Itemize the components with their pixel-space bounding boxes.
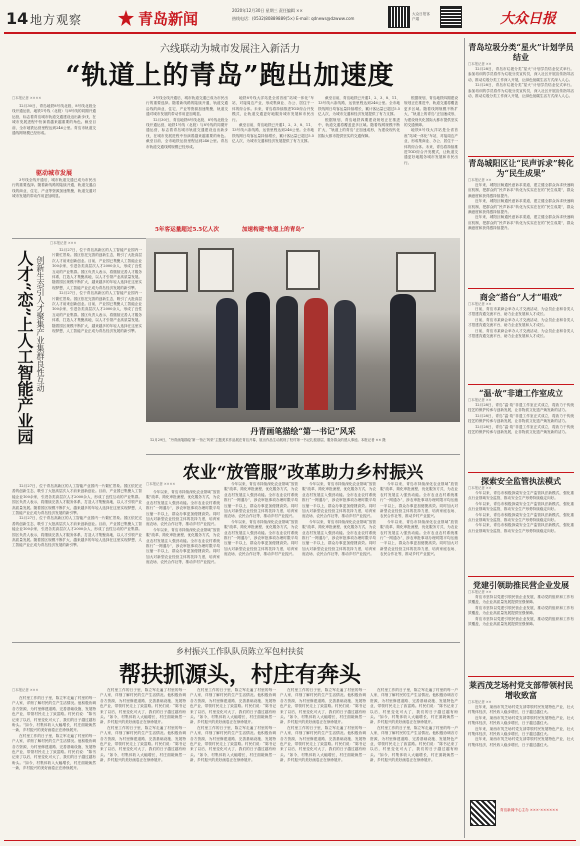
talent-body-lower: 12月27日，位于青岛高新区的人工智能产业园内一片繁忙景象。园区依托完善的创新生态，吸引了大批高层次人才前来创新创业。目前，产业园已集聚人工智能企业100余家，引进各类高层次人才2000余人，形成了良性互动的产业集群。园区负责人表示，将继续完善人才服务体系，打造人才集聚高地，以人才引领产业高质量发展。随着园区规模不断扩大，越来越多的年轻人选择在这里实现梦想，人工智能产业正成为青岛经济发展的新引擎。 12月27日，位于青岛高新区的人工智能产业园内一片繁忙景象。园区依托完善的创新生态，吸引了大批高层次人才前来创新创业。目前，产业园已集聚人工智能企业100余家，引进各类高层次人才2000余人，形成了良性互动的产业集群。园区负责人表示，将继续完善人才服务体系，打造人才集聚高地，以人才引领产业高质量发展。随着园区规模不断扩大，越来越多的年轻人选择在这里实现梦想，人工智能产业正成为青岛经济发展的新引擎。 <box>12 484 142 548</box>
poverty-col-1: 在村里工作的日子里，陈立军走遍了村里的每一户人家，详细了解村民的生产生活情况。他积极协调各方资源，为村里修建道路、完善基础设施、发展特色产业，带领村民走上了致富路。村民们说：“陈书记来了以后，村里变化可大了，我们的日子越过越有盼头。”如今，村集体收入大幅增长，村庄面貌焕然一新，乡村振兴的美好画卷正在徐徐展开。 在村里工作的日子里，陈立军走遍了村里的每一户人家，详细了解村民的生产生活情况。他积极协调各方资源，为村里修建道路、完善基础设施、发展特色产业，带领村民走上了致富路。村民们说：“陈书记来了以后，村里变化可大了，我们的日子越过越有盼头。”如今，村集体收入大幅增长，村庄面貌焕然一新，乡村振兴的美好画卷正在徐徐展开。 <box>12 696 96 771</box>
photo-person <box>276 296 298 408</box>
sidebar-item-2 <box>468 292 574 380</box>
red-star-icon <box>118 10 134 26</box>
reform-byline: □本报记者 ×××× <box>146 482 176 486</box>
sidebar-rule <box>468 576 574 577</box>
reform-col-3: 今年以来，青岛市持续深化农业领域“放管服”改革，简化审批流程，优化服务方式，为农业农村发展注入强劲动能。全市农业农村系统推行“一网通办”，涉农审批事项办理时限平均压缩一半以上，群众办事更加便捷高效。同时加大对新型农业经营主体的扶持力度，培育家庭农场、农民合作社等，推动乡村产业振兴。 今年以来，青岛市持续深化农业领域“放管服”改革，简化审批流程，优化服务方式，为农业农村发展注入强劲动能。全市农业农村系统推行“一网通办”，涉农审批事项办理时限平均压缩一半以上，群众办事更加便捷高效。同时加大对新型农业经营主体的扶持力度，培育家庭农场、农民合作社等，推动乡村产业振兴。 <box>302 482 376 557</box>
photo-frame <box>286 250 320 290</box>
lead-kicker: 六线联动为城市发展注入新活力 <box>160 44 300 55</box>
sidebar-title: 商会“搭台”人才“唱戏” <box>479 292 563 302</box>
lead-col-2: 3号线全线开通后，城市轨道交通已成为市民出行的重要选择。随着新线路的陆续开通，轨道交通沿线的商业、住宅、产业等资源加速集聚，轨道交通对城市发展的带动作用更加明显。 12月30日，青岛地铁8号线北段、8号线北段全线开通运营，地铁1号线（北段）与8号线的同期开通运营，标志着青岛城市轨道交通建设迈出新步伐，在城市发展进程中扮演着越来越重要的角色。截至目前，全市地铁运营里程达到246公里。青岛市轨道交通线网规模已经形成。 <box>146 96 228 149</box>
poverty-col-5: 在村里工作的日子里，陈立军走遍了村里的每一户人家，详细了解村民的生产生活情况。他积极协调各方资源，为村里修建道路、完善基础设施、发展特色产业，带领村民走上了致富路。村民们说：“陈书记来了以后，村里变化可大了，我们的日子越过越有盼头。”如今，村集体收入大幅增长，村庄面貌焕然一新，乡村振兴的美好画卷正在徐徐展开。 在村里工作的日子里，陈立军走遍了村里的每一户人家，详细了解村民的生产生活情况。他积极协调各方资源，为村里修建道路、完善基础设施、发展特色产业，带领村民走上了致富路。村民们说：“陈书记来了以后，村里变化可大了，我们的日子越过越有盼头。”如今，村集体收入大幅增长，村庄面貌焕然一新，乡村振兴的美好画卷正在徐徐展开。 <box>370 688 458 763</box>
reform-col-1: 今年以来，青岛市持续深化农业领域“放管服”改革，简化审批流程，优化服务方式，为农业农村发展注入强劲动能。全市农业农村系统推行“一网通办”，涉农审批事项办理时限平均压缩一半以上，群众办事更加便捷高效。同时加大对新型农业经营主体的扶持力度，培育家庭农场、农民合作社等，推动乡村产业振兴。 今年以来，青岛市持续深化农业领域“放管服”改革，简化审批流程，优化服务方式，为农业农村发展注入强劲动能。全市农业农村系统推行“一网通办”，涉农审批事项办理时限平均压缩一半以上，群众办事更加便捷高效。同时加大对新型农业经营主体的扶持力度，培育家庭农场、农民合作社等，推动乡村产业振兴。 <box>146 490 220 565</box>
sidebar-item-4 <box>468 476 574 572</box>
reform-col-4: 今年以来，青岛市持续深化农业领域“放管服”改革，简化审批流程，优化服务方式，为农业农村发展注入强劲动能。全市农业农村系统推行“一网通办”，涉农审批事项办理时限平均压缩一半以上，群众办事更加便捷高效。同时加大对新型农业经营主体的扶持力度，培育家庭农场、农民合作社等，推动乡村产业振兴。 今年以来，青岛市持续深化农业领域“放管服”改革，简化审批流程，优化服务方式，为农业农村发展注入强劲动能。全市农业农村系统推行“一网通办”，涉农审批事项办理时限平均压缩一半以上，群众办事更加便捷高效。同时加大对新型农业经营主体的扶持力度，培育家庭农场、农民合作社等，推动乡村产业振兴。 <box>380 482 458 557</box>
talent-body: 12月27日，位于青岛高新区的人工智能产业园内一片繁忙景象。园区依托完善的创新生态，吸引了大批高层次人才前来创新创业。目前，产业园已集聚人工智能企业100余家，引进各类高层次人才2000余人，形成了良性互动的产业集群。园区负责人表示，将继续完善人才服务体系，打造人才集聚高地，以人才引领产业高质量发展。随着园区规模不断扩大，越来越多的年轻人选择在这里实现梦想，人工智能产业正成为青岛经济发展的新引擎。 12月27日，位于青岛高新区的人工智能产业园内一片繁忙景象。园区依托完善的创新生态，吸引了大批高层次人才前来创新创业。目前，产业园已集聚人工智能企业100余家，引进各类高层次人才2000余人，形成了良性互动的产业集群。园区负责人表示，将继续完善人才服务体系，打造人才集聚高地，以人才引领产业高质量发展。随着园区规模不断扩大，越来越多的年轻人选择在这里实现梦想，人工智能产业正成为青岛经济发展的新引擎。 <box>52 248 142 334</box>
reform-top-rule <box>146 454 460 455</box>
photo-frame <box>396 252 436 292</box>
sidebar-title: 青岛城阳区让“民声诉求”转化为“民生成果” <box>468 158 574 178</box>
talent-headline: 人才“恋”上人工智能产业园 <box>15 250 34 445</box>
photo-caption-title: 丹青画笔描绘“第一书记”风采 <box>250 426 356 436</box>
lead-col-1b: 3号线全线开通后，城市轨道交通已成为市民出行的重要选择。随着新线路的陆续开通，轨道交通沿线的商业、住宅、产业等资源加速集聚，轨道交通对城市发展的带动作用更加明显。 <box>12 178 96 199</box>
lead-col-5: 根据规划，青岛地铁四期建设规划正在推进中，轨道交通将覆盖更多区域。随着线网规模不断扩大，“轨道上的青岛”正加速成形，为建设现代化国际大都市提供坚实的交通保障。 地铁8号线大洋站是全省首座“站城一体化”车站，对接周边产业，形成集商业、办公、居住于一体的综合体。未来，青岛将持续推进TOD综合开发模式，让轨道交通更好地服务城市发展和市民出行。 <box>404 96 458 165</box>
sidebar-rule <box>468 472 574 473</box>
page-number: 14 <box>6 9 29 28</box>
sidebar-divider <box>464 38 465 838</box>
lead-col-4: 截至目前，青岛地铁已开通1、2、3、8、11、13号线六条线路，运营里程达到246公里。全市地铁线网日均客运量持续增长，累计客运量已超过5.5亿人次，为城市交通和经济发展提供了有力支撑。 根据规划，青岛地铁四期建设规划正在推进中，轨道交通将覆盖更多区域。随着线网规模不断扩大，“轨道上的青岛”正加速成形，为建设现代化国际大都市提供坚实的交通保障。 <box>318 96 400 138</box>
reform-headline: 农业“放管服”改革助力乡村振兴 <box>182 463 424 483</box>
lead-headline: “轨道上的青岛”跑出加速度 <box>65 61 395 91</box>
sidebar-rule <box>468 156 574 157</box>
sidebar-body: 12月28日，青岛“温·故”非遗工作室正式成立，将致力于传统技艺的保护传承与创新发展，让非物质文化遗产焕发新的活力。 12月28日，青岛“温·故”非遗工作室正式成立，将致力于传统技艺的保护传承与创新发展，让非物质文化遗产焕发新的活力。 12月28日，青岛“温·故”非遗工作室正式成立，将致力于传统技艺的保护传承与创新发展，让非物质文化遗产焕发新的活力。 <box>468 403 574 435</box>
photo-person <box>304 298 328 410</box>
sidebar-title: “温·故”非遗工作室成立 <box>479 388 563 398</box>
sidebar-byline: □本报记者 ×× <box>468 486 492 490</box>
photo-person <box>334 300 356 410</box>
talent-subhead: 创新生态引人才聚集产业集群良性互动 <box>36 256 45 392</box>
photo-frame <box>154 252 188 292</box>
event-photo <box>146 238 460 422</box>
sidebar-rule <box>468 288 574 289</box>
sidebar-body: 近年来，城阳区畅通民意诉求渠道，建立健全群众诉求快速响应机制，把群众的“民声诉求”转化为实实在在的“民生成果”，群众满意度和获得感持续提升。 近年来，城阳区畅通民意诉求渠道，建立健全群众诉求快速响应机制，把群众的“民声诉求”转化为实实在在的“民生成果”，群众满意度和获得感持续提升。 近年来，城阳区畅通民意诉求渠道，建立健全群众诉求快速响应机制，把群众的“民声诉求”转化为实实在在的“民生成果”，群众满意度和获得感持续提升。 <box>468 183 574 231</box>
photo-person <box>246 292 270 410</box>
poverty-byline: □本报记者 ××× <box>12 688 39 692</box>
masthead-logo: 大众日报 <box>500 11 556 27</box>
hotline: 热线电话：(0532)80889889(5×) E-mail: qdnews@dzwww.com <box>232 16 355 21</box>
poverty-col-4: 在村里工作的日子里，陈立军走遍了村里的每一户人家，详细了解村民的生产生活情况。他积极协调各方资源，为村里修建道路、完善基础设施、发展特色产业，带领村民走上了致富路。村民们说：“陈书记来了以后，村里变化可大了，我们的日子越过越有盼头。”如今，村集体收入大幅增长，村庄面貌焕然一新，乡村振兴的美好画卷正在徐徐展开。 在村里工作的日子里，陈立军走遍了村里的每一户人家，详细了解村民的生产生活情况。他积极协调各方资源，为村里修建道路、完善基础设施、发展特色产业，带领村民走上了致富路。村民们说：“陈书记来了以后，村里变化可大了，我们的日子越过越有盼头。”如今，村集体收入大幅增长，村庄面貌焕然一新，乡村振兴的美好画卷正在徐徐展开。 <box>280 688 366 763</box>
sidebar-byline: □本报记者 ×× <box>468 178 492 182</box>
page-header <box>0 0 580 40</box>
sidebar-item-1 <box>468 158 574 284</box>
photo-caption: 12月29日，“丹青画笔描绘‘第一书记’风采”主题美术作品展在青岛开幕，展出作品生动展现了驻村第一书记扎根基层、服务群众的感人事迹。本报记者 ×× 摄 <box>150 438 386 442</box>
sidebar-rule <box>468 676 574 677</box>
sidebar-item-0 <box>468 42 574 128</box>
sidebar-title: 莱西茂芝场村党支部带领村民增收致富 <box>469 680 573 700</box>
section-name: 地方观察 <box>30 13 83 27</box>
reform-col-2: 今年以来，青岛市持续深化农业领域“放管服”改革，简化审批流程，优化服务方式，为农业农村发展注入强劲动能。全市农业农村系统推行“一网通办”，涉农审批事项办理时限平均压缩一半以上，群众办事更加便捷高效。同时加大对新型农业经营主体的扶持力度，培育家庭农场、农民合作社等，推动乡村产业振兴。 今年以来，青岛市持续深化农业领域“放管服”改革，简化审批流程，优化服务方式，为农业农村发展注入强劲动能。全市农业农村系统推行“一网通办”，涉农审批事项办理时限平均压缩一半以上，群众办事更加便捷高效。同时加大对新型农业经营主体的扶持力度，培育家庭农场、农民合作社等，推动乡村产业振兴。 <box>224 482 298 557</box>
sidebar-item-6 <box>468 680 574 792</box>
sidebar-title: 党建引领助推民营企业发展 <box>473 580 569 590</box>
poverty-kicker: 乡村振兴工作队队员陈立军包村扶贫 <box>176 647 304 656</box>
header-rule <box>4 32 576 34</box>
sidebar-item-5 <box>468 580 574 672</box>
photo-person <box>216 298 238 408</box>
sidebar-rule <box>468 384 574 385</box>
qr-code-icon <box>388 6 410 28</box>
poverty-headline: 帮扶抓源头，村庄有奔头 <box>118 662 361 688</box>
sidebar-body: 近年来，莱西市茂芝场村党支部带领村民发展特色产业，壮大村集体经济，村民收入稳步增长，日子越过越红火。 近年来，莱西市茂芝场村党支部带领村民发展特色产业，壮大村集体经济，村民收入稳步增长，日子越过越红火。 近年来，莱西市茂芝场村党支部带领村民发展特色产业，壮大村集体经济，村民收入稳步增长，日子越过越红火。 近年来，莱西市茂芝场村党支部带领村民发展特色产业，壮大村集体经济，村民收入稳步增长，日子越过越红火。 <box>468 705 574 747</box>
sidebar-title: 青岛垃圾分类“星火”计划学员结业 <box>468 42 574 62</box>
poverty-col-2: 在村里工作的日子里，陈立军走遍了村里的每一户人家，详细了解村民的生产生活情况。他积极协调各方资源，为村里修建道路、完善基础设施、发展特色产业，带领村民走上了致富路。村民们说：“陈书记来了以后，村里变化可大了，我们的日子越过越有盼头。”如今，村集体收入大幅增长，村庄面貌焕然一新，乡村振兴的美好画卷正在徐徐展开。 在村里工作的日子里，陈立军走遍了村里的每一户人家，详细了解村民的生产生活情况。他积极协调各方资源，为村里修建道路、完善基础设施、发展特色产业，带领村民走上了致富路。村民们说：“陈书记来了以后，村里变化可大了，我们的日子越过越有盼头。”如今，村集体收入大幅增长，村庄面貌焕然一新，乡村振兴的美好画卷正在徐徐展开。 <box>100 688 186 763</box>
sidebar-byline: □本报记者 ×× <box>468 700 492 704</box>
talent-byline: □本报记者 ××× <box>50 241 77 245</box>
sidebar-body: 青岛市坚持以党建引领民营企业发展，推动党的组织和工作有效覆盖，为企业高质量发展提供坚强保障。 青岛市坚持以党建引领民营企业发展，推动党的组织和工作有效覆盖，为企业高质量发展提供坚强保障。 青岛市坚持以党建引领民营企业发展，推动党的组织和工作有效覆盖，为企业高质量发展提供坚强保障。 <box>468 595 574 627</box>
sidebar-body: 日前，青岛市某商会举办人才交流活动，为会员企业和各类人才搭建沟通交流平台，助力企业发展和人才成长。 日前，青岛市某商会举办人才交流活动，为会员企业和各类人才搭建沟通交流平台，助力企业发展和人才成长。 日前，青岛市某商会举办人才交流活动，为会员企业和各类人才搭建沟通交流平台，助力企业发展和人才成长。 <box>468 307 574 339</box>
poverty-top-rule <box>12 642 460 643</box>
lead-col-3: 地铁8号线大洋站是全省首座“站城一体化”车站，对接周边产业，形成集商业、办公、居住于一体的综合体。未来，青岛将持续推进TOD综合开发模式，让轨道交通更好地服务城市发展和市民出行。 截至目前，青岛地铁已开通1、2、3、8、11、13号线六条线路，运营里程达到246公里。全市地铁线网日均客运量持续增长，累计客运量已超过5.5亿人次，为城市交通和经济发展提供了有力支撑。 <box>232 96 314 144</box>
issue-info: 2020年12月30日 星期三 责任编辑 ×× <box>232 8 303 13</box>
qr-code-icon-2 <box>440 6 462 28</box>
paper-name: 青岛新闻 <box>138 10 199 28</box>
poverty-col-3: 在村里工作的日子里，陈立军走遍了村里的每一户人家，详细了解村民的生产生活情况。他积极协调各方资源，为村里修建道路、完善基础设施、发展特色产业，带领村民走上了致富路。村民们说：“陈书记来了以后，村里变化可大了，我们的日子越过越有盼头。”如今，村集体收入大幅增长，村庄面貌焕然一新，乡村振兴的美好画卷正在徐徐展开。 在村里工作的日子里，陈立军走遍了村里的每一户人家，详细了解村民的生产生活情况。他积极协调各方资源，为村里修建道路、完善基础设施、发展特色产业，带领村民走上了致富路。村民们说：“陈书记来了以后，村里变化可大了，我们的日子越过越有盼头。”如今，村集体收入大幅增长，村庄面貌焕然一新，乡村振兴的美好画卷正在徐徐展开。 <box>190 688 276 763</box>
lead-section3-title: 加速构建“轨道上的青岛” <box>241 227 305 233</box>
sidebar-byline: □本报记者 ×× <box>468 62 492 66</box>
sidebar-title: 探索安全监管执法模式 <box>481 476 561 486</box>
lead-section2-title: 5年客运量超过5.5亿人次 <box>155 227 219 233</box>
lead-col-1: 12月30日，青岛地铁8号线北段、8号线北段全线开通运营，地铁1号线（北段）与8号线的同期开通运营，标志着青岛城市轨道交通建设迈出新步伐，在城市发展进程中扮演着越来越重要的角色。截至目前，全市地铁运营里程达到246公里。青岛市轨道交通线网规模已经形成。 <box>12 104 96 136</box>
qr-label: 大众日报客户端 <box>412 12 430 21</box>
sidebar-byline: □本报记者 ×× <box>468 590 492 594</box>
sidebar-byline: □本报记者 ×× <box>468 302 492 306</box>
lead-byline: □本报记者 ×××× <box>12 96 42 100</box>
photo-frame <box>198 248 234 292</box>
lead-section1-title: 驱动城市发展 <box>35 170 72 177</box>
photo-person <box>390 294 416 412</box>
footer-note: 青岛新闻中心主办 ×××-×××××× <box>500 808 559 812</box>
sidebar-item-3 <box>468 388 574 468</box>
footer-rule <box>4 840 576 841</box>
talent-top-rule <box>12 238 146 239</box>
footer-qr-icon <box>470 800 496 826</box>
sidebar-body: 12月28日，青岛市垃圾分类“星火”计划学员结业仪式举行。参加培训的学员将作为垃圾分类宣传员，深入社区开展宣传指导活动，推动垃圾分类工作深入开展，让绿色低碳生活方式深入人心。 12月28日，青岛市垃圾分类“星火”计划学员结业仪式举行。参加培训的学员将作为垃圾分类宣传员，深入社区开展宣传指导活动，推动垃圾分类工作深入开展，让绿色低碳生活方式深入人心。 <box>468 67 574 99</box>
sidebar-byline: □本报记者 ×× <box>468 398 492 402</box>
sidebar-body: 今年以来，青岛市积极探索安全生产监管执法新模式，强化重点行业领域安全监管，推动安全生产形势持续稳定向好。 今年以来，青岛市积极探索安全生产监管执法新模式，强化重点行业领域安全监管，推动安全生产形势持续稳定向好。 今年以来，青岛市积极探索安全生产监管执法新模式，强化重点行业领域安全监管，推动安全生产形势持续稳定向好。 今年以来，青岛市积极探索安全生产监管执法新模式，强化重点行业领域安全监管，推动安全生产形势持续稳定向好。 <box>468 491 574 533</box>
